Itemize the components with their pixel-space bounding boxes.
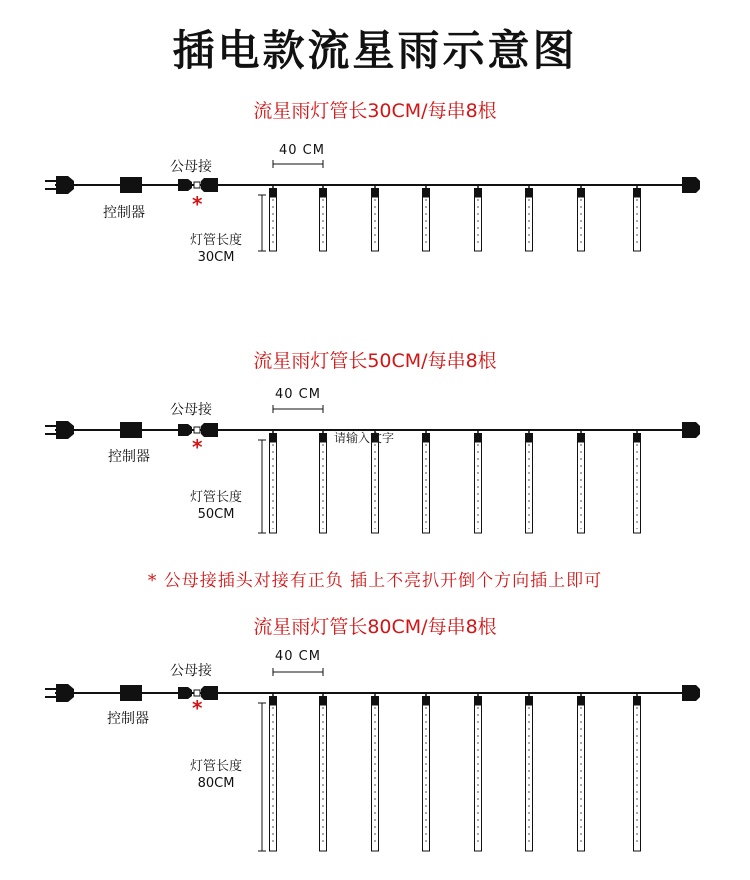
female-connector [201,178,218,192]
end-cap [682,177,700,193]
tube-cap [422,433,430,442]
tube-cap [319,433,327,442]
power-plug [56,176,74,194]
tube-cap [525,188,533,197]
section-title-80cm: 流星雨灯管长80CM/每串8根 [253,616,497,638]
power-plug [56,421,74,439]
placeholder-overlay-text: 请输入文字 [334,431,395,445]
spacing-label: 40 CM [275,387,321,402]
male-connector [178,424,192,436]
polarity-star: * [192,435,203,459]
section-title-30cm: 流星雨灯管长30CM/每串8根 [253,100,497,122]
tube-cap [474,188,482,197]
tube-cap [633,696,641,705]
tube-length-caption: 灯管长度 [190,759,243,774]
male-connector [178,687,192,699]
controller-box [120,422,142,438]
section-title-50cm: 流星雨灯管长50CM/每串8根 [253,350,497,372]
male-connector [178,179,192,191]
string-lights-diagram-50cm [0,385,750,575]
controller-label: 控制器 [103,205,145,221]
tube-length-label [190,489,242,523]
tube-cap [371,188,379,197]
tube-cap [269,696,277,705]
controller-box [120,685,142,701]
string-lights-diagram-30cm [0,140,750,310]
polarity-warning: * 公母接插头对接有正负 插上不亮扒开倒个方向插上即可 [147,571,603,591]
tube-cap [269,433,277,442]
end-cap [682,422,700,438]
string-lights-diagram-80cm [0,648,750,848]
controller-box [120,177,142,193]
tube-length-label [190,758,242,792]
tube-cap [319,188,327,197]
connector-gap [194,182,200,188]
tube-cap [525,433,533,442]
diagram-panel-50cm [0,385,750,522]
tube-cap [577,188,585,197]
tube-length-value: 50CM [197,507,235,522]
polarity-star: * [192,696,203,720]
diagram-panel-80cm [0,648,750,791]
tube-cap [319,696,327,705]
tube-cap [371,696,379,705]
tube-cap [577,433,585,442]
page-title: 插电款流星雨示意图 [172,26,578,75]
spacing-label: 40 CM [275,649,321,664]
tube-cap [422,696,430,705]
female-connector [201,423,218,437]
tube-length-caption: 灯管长度 [190,490,243,505]
tube-cap [633,188,641,197]
tube-cap [474,696,482,705]
end-cap [682,685,700,701]
tube-length-value: 80CM [197,776,235,791]
diagram-panel-30cm [0,140,750,270]
power-plug [56,684,74,702]
spacing-label: 40 CM [279,143,325,158]
tube-cap [525,696,533,705]
tube-cap [577,696,585,705]
controller-label: 控制器 [108,449,150,465]
tube-cap [422,188,430,197]
connector-gap [194,427,200,433]
controller-label: 控制器 [107,711,149,727]
tube-length-caption: 灯管长度 [190,233,243,248]
connector-label: 公母接 [170,159,212,175]
tube-length-value: 30CM [197,250,235,265]
tube-cap [269,188,277,197]
female-connector [201,686,218,700]
tube-length-label [190,232,242,266]
polarity-star: * [192,192,203,216]
tube-cap [474,433,482,442]
tube-cap [633,433,641,442]
connector-label: 公母接 [170,663,212,679]
connector-label: 公母接 [170,402,212,418]
